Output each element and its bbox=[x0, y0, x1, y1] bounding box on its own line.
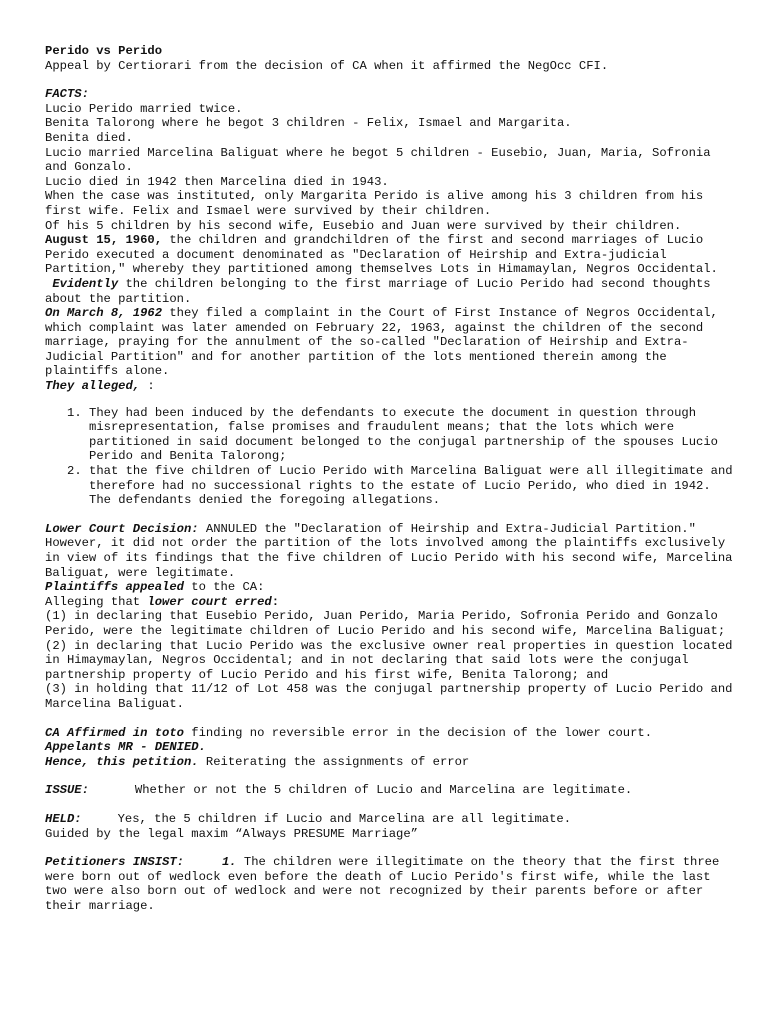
petitioners-text: The children were illegitimate on the theory that the first three were born out of wedlock even before the death of Lucio Perido's first wife, while the last two were also born out of wedlock and were not recognized by their parents before or after their marriage. bbox=[45, 855, 720, 913]
allegations-list bbox=[45, 406, 738, 508]
lower-court-paragraph bbox=[45, 522, 738, 580]
error-item: (3) in holding that 11/12 of Lot 458 was the conjugal partnership property of Lucio Perido and Marcelina Baliguat. bbox=[45, 682, 733, 711]
petition-label: Hence, this petition. bbox=[45, 754, 199, 769]
facts-line: Of his 5 children by his second wife, Eusebio and Juan were survived by their children. bbox=[45, 218, 682, 233]
alleging-suffix: : bbox=[271, 594, 280, 609]
facts-line: Lucio married Marcelina Baliguat where he begot 5 children - Eusebio, Juan, Maria, Sofronia and Gonzalo. bbox=[45, 145, 711, 175]
petitioners-paragraph bbox=[45, 855, 738, 913]
march-paragraph bbox=[45, 306, 738, 379]
ca-paragraph bbox=[45, 726, 738, 741]
issue-text: Whether or not the 5 children of Lucio and Marcelina are legitimate. bbox=[134, 783, 633, 798]
facts-line: Benita died. bbox=[45, 130, 133, 145]
ca-label: CA Affirmed in toto bbox=[45, 725, 184, 740]
error-item: (1) in declaring that Eusebio Perido, Juan Perido, Maria Perido, Sofronia Perido and Gonzalo Perido, were the legitimate children of Lucio Perido and his second wife, Marcelina Baliguat; bbox=[45, 609, 726, 638]
appeal-paragraph bbox=[45, 580, 738, 595]
issue-label: ISSUE: bbox=[45, 783, 89, 798]
mr-line: Appelants MR - DENIED. bbox=[45, 740, 206, 755]
held-maxim: Guided by the legal maxim “Always PRESUME Marriage” bbox=[45, 826, 418, 841]
petition-line bbox=[45, 755, 738, 770]
case-title: Perido vs Perido bbox=[45, 44, 163, 58]
held-line bbox=[45, 812, 738, 827]
alleged-paragraph bbox=[45, 379, 738, 394]
case-subtitle: Appeal by Certiorari from the decision of CA when it affirmed the NegOcc CFI. bbox=[45, 58, 609, 73]
appeal-text: to the CA: bbox=[183, 580, 265, 595]
alleging-bold: lower court erred bbox=[147, 594, 272, 609]
evidently-paragraph bbox=[45, 277, 738, 306]
petition-text: Reiterating the assignments of error bbox=[198, 754, 470, 769]
lower-court-text: ANNULED the "Declaration of Heirship and Extra-Judicial Partition." However, it did not order the partition of the lots involved among the plaintiffs exclusively in view of its findings that the five children of Lucio Perido with his second wife, Marcelina Baliguat, were legitimate. bbox=[45, 521, 733, 580]
held-label: HELD: bbox=[45, 811, 82, 826]
evidently-label: Evidently bbox=[52, 276, 119, 291]
march-text: they filed a complaint in the Court of First Instance of Negros Occidental, which complaint was later amended on February 22, 1963, against the children of the second marriage, praying for the annulment of the so-called "Declaration of Heirship and Extra-Judicial Partition" and for another partition of the lots mentioned therein among the plaintiffs alone. bbox=[45, 306, 718, 379]
facts-heading: FACTS: bbox=[45, 87, 89, 102]
evidently-text: the children belonging to the first marriage of Lucio Perido had second thoughts about the partition. bbox=[45, 276, 711, 306]
lower-court-label: Lower Court Decision: bbox=[45, 521, 199, 536]
error-item: (2) in declaring that Lucio Perido was the exclusive owner real properties in question located in Himaymaylan, Negros Occidental; and in not declaring that said lots were the conjugal partnership property of Lucio Perido and his first wife, Benita Talorong; and bbox=[45, 638, 733, 682]
petitioners-num: 1. bbox=[221, 855, 237, 870]
petitioners-label: Petitioners INSIST: bbox=[45, 855, 184, 870]
facts-line: Benita Talorong where he begot 3 children - Felix, Ismael and Margarita. bbox=[45, 116, 572, 131]
alleged-label: They alleged, bbox=[45, 379, 141, 394]
alleging-prefix: Alleging that bbox=[45, 594, 148, 609]
facts-line: Lucio died in 1942 then Marcelina died in 1943. bbox=[45, 174, 389, 189]
issue-line bbox=[45, 783, 738, 798]
facts-line: Lucio Perido married twice. bbox=[45, 101, 243, 116]
march-date: On March 8, 1962 bbox=[45, 306, 163, 321]
allegation-item: 1. They had been induced by the defendants to execute the document in question through misrepresentation, false promises and fraudulent means; that the lots which were partitioned in said document belonged to the conjugal partnership of the spouses Lucio Perido and Benita Talorong; bbox=[89, 406, 738, 464]
alleged-suffix: : bbox=[140, 379, 155, 394]
appeal-label: Plaintiffs appealed bbox=[45, 580, 184, 595]
aug-date: August 15, 1960, bbox=[45, 233, 163, 248]
aug-text: the children and grandchildren of the first and second marriages of Lucio Perido executed a document denominated as "Declaration of Heirship and Extra-judicial Partition," whereby they partitioned among themselves Lots in Himamaylan, Negros Occidental. bbox=[45, 233, 718, 277]
alleging-line bbox=[45, 595, 738, 610]
allegation-item: 2. that the five children of Lucio Perido with Marcelina Baliguat were all illegitimate and therefore had no successional rights to the estate of Lucio Perido, who died in 1942. The defendants denied the foregoing allegations. bbox=[89, 464, 738, 508]
aug-paragraph bbox=[45, 233, 738, 277]
held-text: Yes, the 5 children if Lucio and Marcelina are all legitimate. bbox=[117, 811, 572, 826]
ca-text: finding no reversible error in the decision of the lower court. bbox=[183, 725, 653, 740]
facts-line: When the case was instituted, only Margarita Perido is alive among his 3 children from his first wife. Felix and Ismael were survived by their children. bbox=[45, 189, 704, 218]
